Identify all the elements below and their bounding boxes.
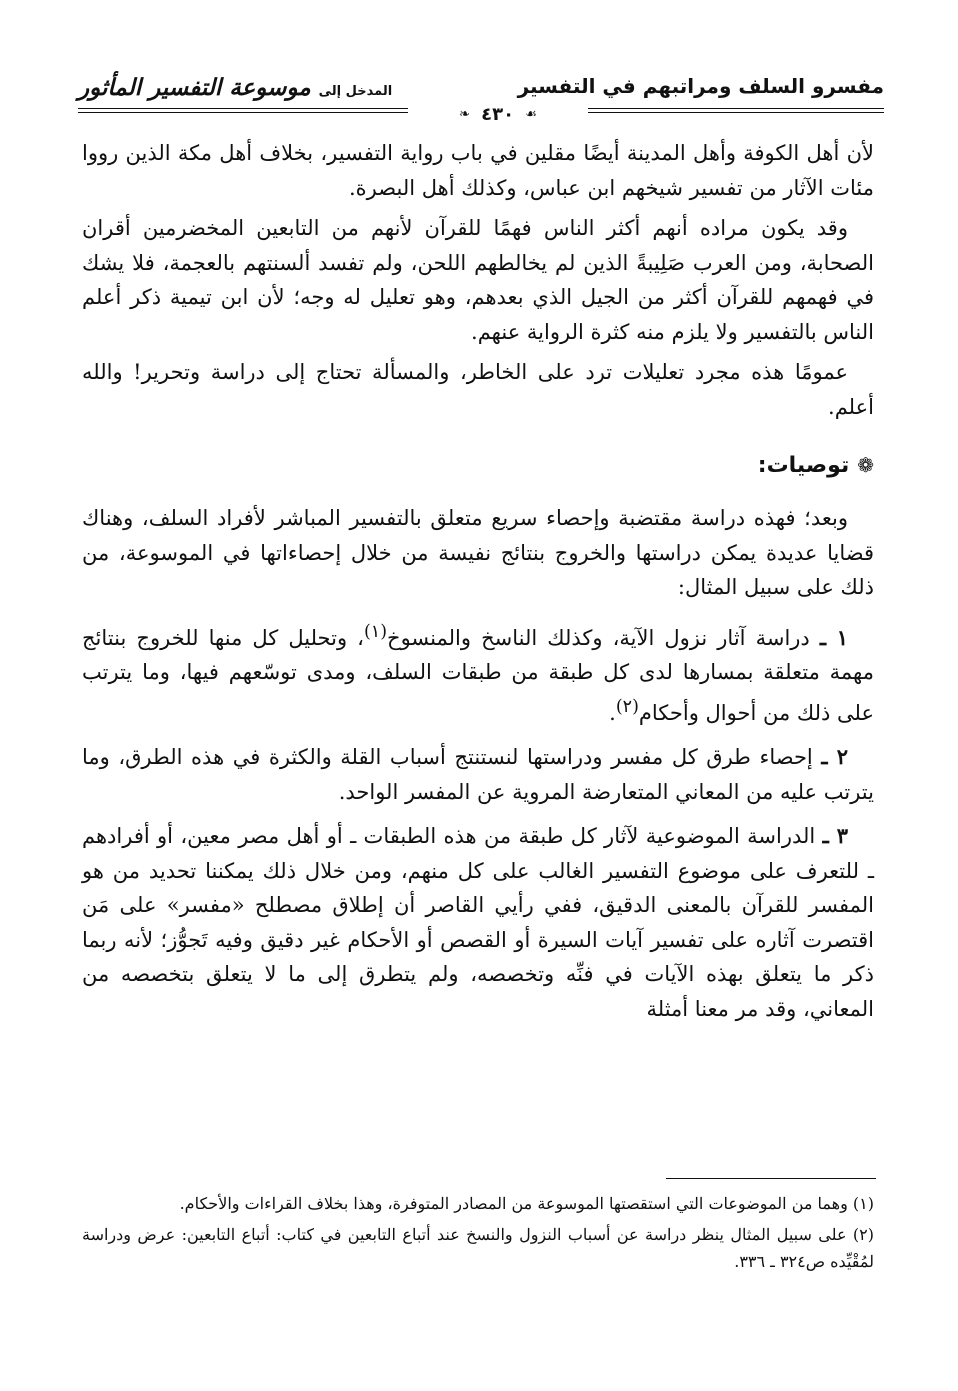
item-text-cont: ، وتحليل كل منها للخروج بنتائج مهمة متعلقة بمسارها لدى كل طبقة من طبقات السلف، ومدى توسّعهم فيها، وما يترتب على ذلك من أحوال وأحكام [82,625,874,725]
paragraph-1: لأن أهل الكوفة وأهل المدينة أيضًا مقلين في باب رواية التفسير، بخلاف أهل مكة الذين رووا مئات الآثار من تفسير شيخهم ابن عباس، وكذلك أهل البصرة. [82,141,875,200]
recommendation-item-2 [82,740,874,809]
page-body [82,136,874,1036]
paragraph-3: عمومًا هذه مجرد تعليلات ترد على الخاطر، والمسألة تحتاج إلى دراسة وتحرير! والله أعلم. [82,360,874,419]
section-heading-text: توصيات: [757,453,850,478]
page-number: ٤٣٠ [481,104,515,125]
ornament-icon: ☙ [525,107,537,122]
section-heading [82,450,874,481]
item-text: إحصاء طرق كل مفسر ودراستها لنستنتج أسباب القلة والكثرة في هذه الطرق، وما يترتب عليه من المعاني المتعارضة المروية عن المفسر الواحد. [82,745,874,804]
book-logo: موسوعة التفسير المأثور [78,74,311,101]
footnotes [82,1190,874,1279]
book-title [78,74,392,100]
footnote-2: (٢) على سبيل المثال ينظر دراسة عن أسباب النزول والنسخ عند أتباع التابعين في كتاب: أتباع التابعين: عرض ودراسة لمُقْيِّده ص٣٢٤ ـ ٣٣٦. [82,1225,874,1271]
footnote-1: (١) وهما من الموضوعات التي استقصتها الموسوعة من المصادر المتوفرة، وهذا بخلاف القراءات والأحكام. [179,1194,874,1213]
flower-icon: ❁ [857,453,874,477]
item-text: الدراسة الموضوعية لآثار كل طبقة من هذه الطبقات ـ أو أهل مصر معين، أو أفرادهم ـ للتعرف على موضوع التفسير الغالب على كل منهم، ومن خلال ذلك يمكننا تحديد من هو المفسر للقرآن بالمعنى الدقيق، ففي رأيي القاصر أن إطلاق مصطلح «مفسر» على مَن اقتصرت آثاره على تفسير آيات السيرة أو القصص أو الأحكام غير دقيق وفيه تَجوُّز؛ لأنه ربما ذكر ما يتعلق بهذه الآيات في فنِّه وتخصصه، ولم يتطرق إلى ما لا يتعلق بتخصصه من المعاني، وقد مر معنا أمثلة [82,824,874,1021]
paragraph-2: وقد يكون مراده أنهم أكثر الناس فهمًا للقرآن لأنهم من التابعين المخضرمين أقران الصحابة، ومن العرب صَلِيبةً الذين لم يخالطهم اللحن، ولم تفسد ألسنتهم بالعجمة، فلا يشك في فهمهم للقرآن أكثر من الجيل الذي بعدهم، وهو تعليل له وجه؛ لأن ابن تيمية ذكر أعلم الناس بالتفسير ولا يلزم منه كثرة الرواية عنهم. [82,216,874,344]
page-number-box [408,104,588,124]
footnote-ref: (١) [363,621,388,642]
recommendation-item-1 [82,615,874,731]
book-title-intro: المدخل إلى [318,84,393,99]
recommendation-item-3 [82,819,874,1026]
item-number: ٢ ـ [821,744,848,769]
page-header [78,70,884,125]
footnote-separator [666,1178,876,1179]
item-number: ١ ـ [819,624,849,650]
item-text: دراسة آثار نزول الآية، وكذلك الناسخ والمنسوخ [387,625,810,650]
item-number: ٣ ـ [822,823,848,848]
item-text-end: . [609,700,616,725]
ornament-icon: ❧ [459,107,471,122]
footnote-ref: (٢) [615,696,639,717]
running-title: مفسرو السلف ومراتبهم في التفسير [517,74,884,98]
recommendations-intro: وبعد؛ فهذه دراسة مقتضبة وإحصاء سريع متعلق بالتفسير المباشر لأفراد السلف، وهناك قضايا عديدة يمكن دراستها والخروج بنتائج نفيسة من خلال إحصاءاتها في الموسوعة، من ذلك على سبيل المثال: [82,506,874,599]
